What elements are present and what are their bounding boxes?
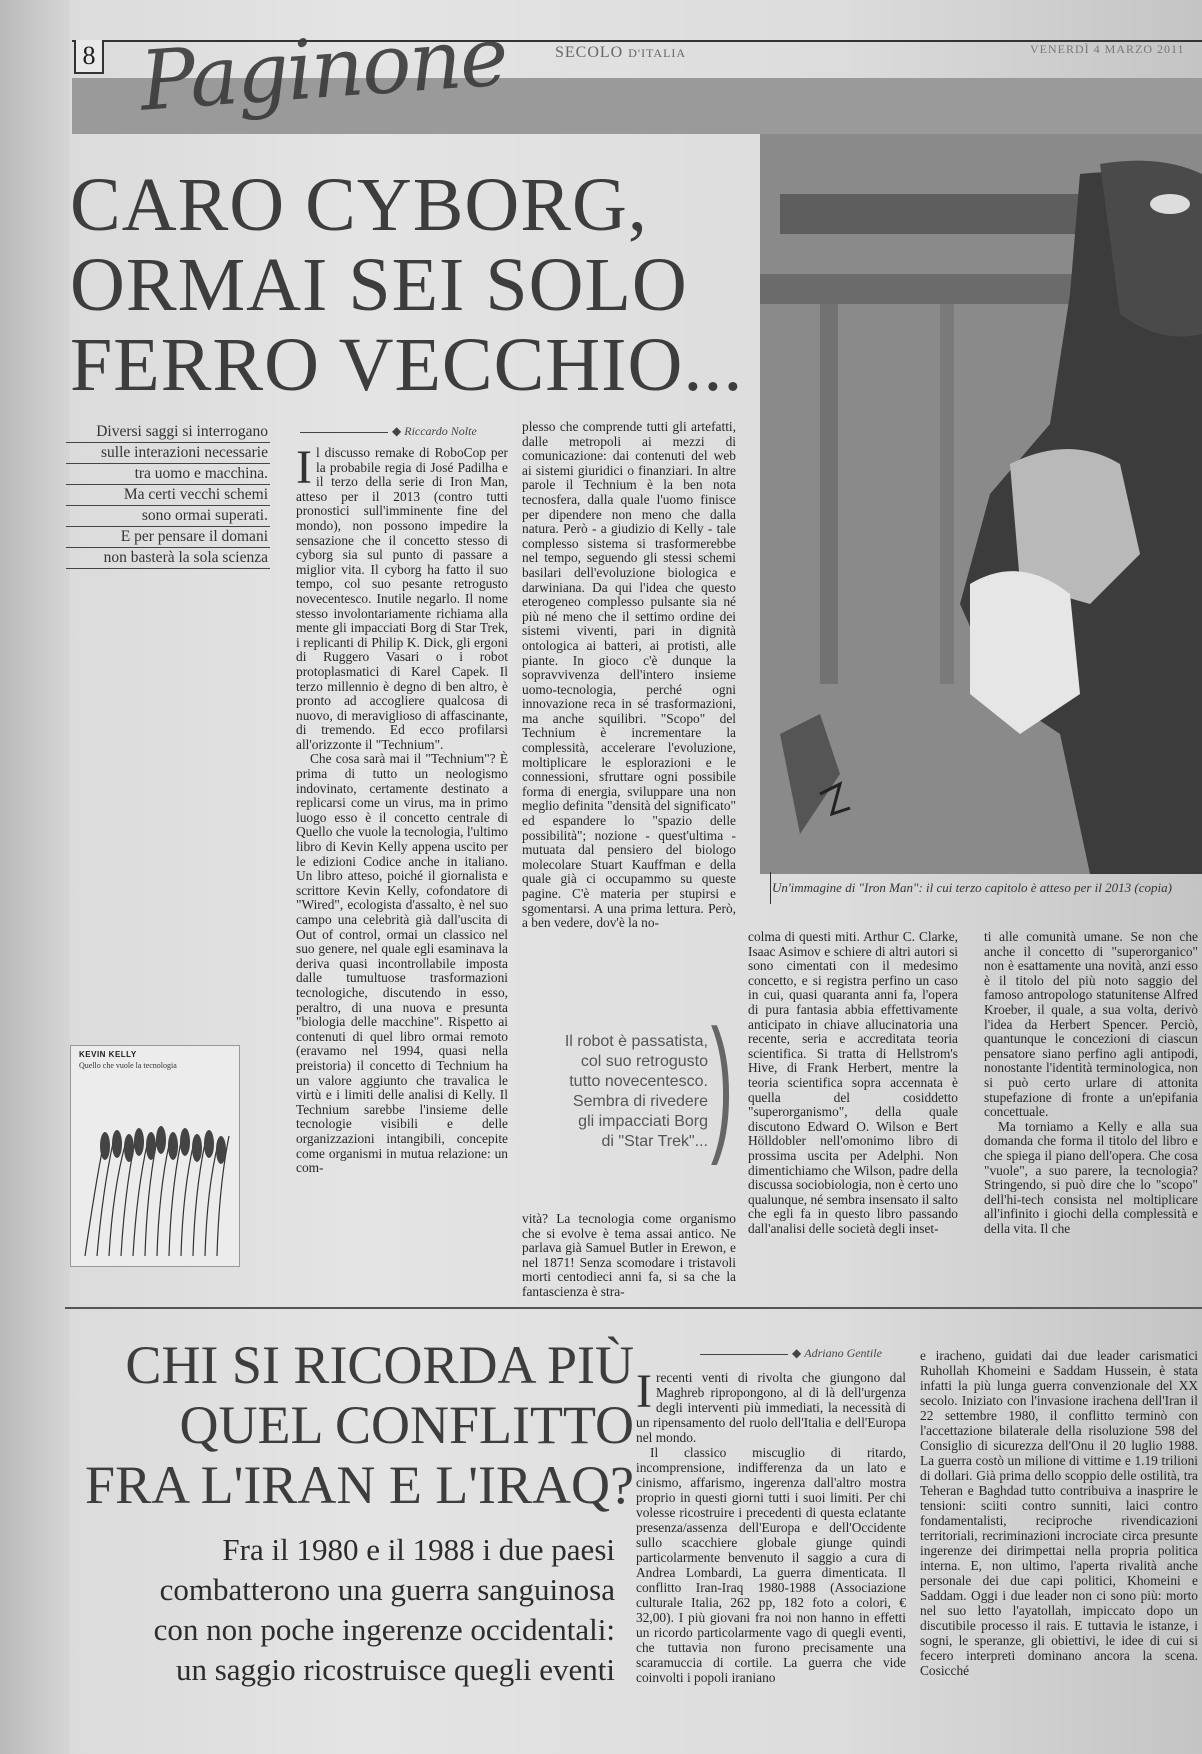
paragraph: colma di questi miti. Arthur C. Clarke, Isaac Asimov e schiere di altri autori si sono cimentati con il medesimo concetto, e si registra perfino un caso in cui, quasi quaranta anni fa, l'opera di pura fantasia abbia effettivamente anticipato in chiave allucinatoria una recente, seria e accreditata teoria scientifica. Si tratta di Hellstrom's Hive, di Frank Herbert, mentre la teoria scientifica sopra accennata è quella del cosiddetto "superorganismo", della quale discutono Edward O. Wilson e Bert Hölldobler nell'omonimo libro di prossima uscita per Adelphi. Non dimentichiamo che Wilson, padre della discussa sociobiologia, non è certo uno qualunque, né sembra insensato il salto che egli fa in questo libro passando dall'analisi delle società degli inset- xyxy=(748,929,958,1236)
headline-line: FRA L'IRAN E L'IRAQ? xyxy=(85,1455,634,1515)
headline-line: CHI SI RICORDA PIÙ xyxy=(125,1335,634,1395)
paragraph: Il classico miscuglio di ritardo, incomprensione, indifferenza da un lato e cinismo, affarismo, ingerenza dall'altro mostra proprio in questi giorni tutti i suoi limiti. Per chi volesse ricostruire i precedenti di questa eclatante presenza/assenza dell'Europa e dell'Occidente sullo scacchiere globale giunge quindi particolarmente benvenuto il saggio a cura di Andrea Lombardi, La guerra dimenticata. Il conflitto Iran-Iraq 1980-1988 (Associazione culturale Italia, 262 pp, 182 foto a colori, € 32,00). I più giovani fra noi non hanno in effetti un ricordo particolarmente vago di quegli eventi, che tuttavia non furono precisamente una scaramuccia di cortile. La guerra che vide coinvolti i popoli iraniano xyxy=(636,1445,906,1685)
article-column-4 xyxy=(984,930,1198,1288)
article-column-2 xyxy=(522,420,736,1002)
deck-line: Fra il 1980 e il 1988 i due paesi xyxy=(222,1532,615,1567)
iron-man-illustration xyxy=(760,134,1202,874)
masthead-suffix: D'ITALIA xyxy=(628,46,687,60)
pull-quote-line: di "Star Trek"... xyxy=(601,1133,708,1150)
article-column-2-bottom xyxy=(522,1211,736,1299)
pull-quote xyxy=(520,1032,708,1152)
article-headline xyxy=(70,165,743,405)
headline-line: ORMAI SEI SOLO xyxy=(70,243,688,327)
photo-caption: Un'immagine di "Iron Man": il cui terzo capitolo è atteso per il 2013 (copia) xyxy=(772,880,1172,895)
headline-line: CARO CYBORG, xyxy=(70,163,648,247)
paragraph: vità? La tecnologia come organismo che si evolve è tema assai antico. Ne parlava già Samuel Butler in Erewon, e nel 1871! Senza scomodare i tristavoli morti centodieci anni fa, si sa che la fantascienza è stra- xyxy=(522,1211,736,1299)
byline-author: Adriano Gentile xyxy=(804,1346,882,1360)
masthead-name: SECOLO xyxy=(555,44,624,61)
iron-man-photo xyxy=(760,134,1202,874)
book-cover xyxy=(70,1045,240,1267)
paragraph: plesso che comprende tutti gli artefatti, dalle metropoli ai mezzi di comunicazione: dai contenuti del web ai sistemi giuridici o finanziari. In altre parole il Technium è la ben nota tecnosfera, dalla quale l'uomo finisce per dipendere non meno che dalla natura. Però - a giudizio di Kelly - tale complesso sistema si trasformerebbe nel tempo, seguendo gli stessi schemi basilari dell'evoluzione biologica e darwiniana. Da qui l'idea che questo eterogeneo complesso pulsante sia né più né meno che il settimo ordine dei sistemi viventi, pari in dignità ontologica ai batteri, ai protisti, alle piante. In gioco c'è dunque la sopravvivenza dell'intero insieme uomo-tecnologia, perché ogni innovazione reca in sé trasformazioni, ma anche squilibri. "Scopo" del Technium è incrementare la complessità, accelerare l'evoluzione, moltiplicare le esplorazioni e le connessioni, sfruttare ogni possibile forma di energia, sviluppare una non meglio definita "densità del significato" ed espandere lo "spazio delle possibilità"; nozione - quest'ultima - mutuata dal pensiero del biologo molecolare Stuart Kauffman e della quale già ci occupammo su queste pagine. C'è materia per stupirsi e sgomentarsi. A una prima lettura. Però, a ben vedere, dov'è la no- xyxy=(522,419,736,931)
second-article-headline xyxy=(74,1335,634,1515)
pull-quote-line: gli impacciati Borg xyxy=(578,1113,708,1130)
headline-line: QUEL CONFLITTO xyxy=(179,1395,634,1455)
byline-author: Riccardo Nolte xyxy=(404,424,477,438)
article-column-3 xyxy=(748,930,958,1288)
caption-rule xyxy=(770,872,771,904)
standfirst-line: sulle interazioni necessarie xyxy=(66,443,270,464)
pull-quote-bracket-icon: ) xyxy=(710,998,734,1166)
article-column-1 xyxy=(296,441,508,1186)
pull-quote-line: Il robot è passatista, xyxy=(564,1033,708,1050)
wheat-sheaf-icon xyxy=(75,1126,235,1256)
drop-cap: I xyxy=(636,1365,652,1418)
second-article-column-1 xyxy=(636,1365,906,1750)
standfirst-line: tra uomo e macchina. xyxy=(66,464,270,485)
second-article-byline xyxy=(700,1346,882,1361)
standfirst-line: Ma certi vecchi schemi xyxy=(66,485,270,506)
deck-line: con non poche ingerenze occidentali: xyxy=(153,1612,615,1647)
paragraph: l discusso remake di RoboCop per la probabile regia di José Padilha e il terzo della serie di Iron Man, atteso per il 2013 (contro tutti pronostici sull'imminente fine del mondo), non possono impedire la sensazione che il concetto stesso di cyborg sia sul punto di passare a miglior vita. Il cyborg ha fatto il suo tempo, col suo pesante retrogusto novecentesco. Inutile negarlo. Il nome stesso involontariamente richiama alla mente gli impacciati Borg di Star Trek, i replicanti di Philip K. Dick, gli ergoni di Ruggero Vasari o i robot protoplasmatici di Karel Capek. Il terzo millennio è degno di ben altro, è pronto ad accogliere qualcosa di nuovo, di meraviglioso di affascinante, di tremendo. Ed ecco profilarsi all'orizzonte il "Technium". xyxy=(296,445,508,752)
byline-diamond-icon: ◆ xyxy=(392,424,402,438)
standfirst-line: Diversi saggi si interrogano xyxy=(66,422,270,443)
article-separator xyxy=(65,1307,1202,1309)
paragraph: e iracheno, guidati dai due leader carismatici Ruhollah Khomeini e Saddam Hussein, è stata infatti la più lunga guerra convenzionale del XX secolo. Iniziato con l'invasione irachena dell'Iran il 22 settembre 1980, il conflitto terminò con l'accettazione bilaterale della risoluzione 598 del Consiglio di sicurezza dell'Onu il 20 luglio 1988. La guerra costò un milione di vittime e 1.19 trilioni di dollari. Già prima dello scoppio delle ostilità, tra Teheran e Baghdad tutto contribuiva a inasprire le tensioni: sciiti contro sunniti, laici contro fondamentalisti, reciproche rivendicazioni territoriali, recriminazioni incrociate circa presunte ingerenze dei dirimpettai nella propria politica interna. E, non ultimo, l'aperta rivalità anche personale dei due capi politici, Khomeini e Saddam. Oggi i due leader non ci sono più: morto nel suo letto l'ayatollah, impiccato dopo un discutibile processo il rais. E tuttavia le istanze, i sogni, le speranze, gli obiettivi, le idee di cui si fecero interpreti dominano ancora la scena. Cosicché xyxy=(920,1348,1198,1678)
second-article-column-2 xyxy=(920,1348,1198,1750)
headline-line: FERRO VECCHIO... xyxy=(70,323,744,407)
gutter-shadow xyxy=(0,0,70,1754)
byline xyxy=(300,424,477,439)
page-number: 8 xyxy=(74,40,104,74)
standfirst-line: sono ormai superati. xyxy=(66,506,270,527)
byline-diamond-icon: ◆ xyxy=(792,1346,802,1360)
deck-line: combatterono una guerra sanguinosa xyxy=(159,1572,615,1607)
pull-quote-line: tutto novecentesco. xyxy=(569,1073,708,1090)
book-title: Quello che vuole la tecnologia xyxy=(79,1061,177,1070)
issue-date: VENERDÌ 4 MARZO 2011 xyxy=(1030,42,1185,56)
masthead xyxy=(555,44,686,62)
paragraph: recenti venti di rivolta che giungono dal Maghreb ripropongono, al di là dell'urgenza degli interventi più immediati, la necessità di un ripensamento del ruolo dell'Italia e dell'Europa nel mondo. xyxy=(636,1370,906,1445)
standfirst xyxy=(66,422,270,569)
pull-quote-line: Sembra di rivedere xyxy=(572,1093,708,1110)
paragraph: Che cosa sarà mai il "Technium"? È prima di tutto un neologismo indovinato, certamente destinato a replicarsi come un virus, ma in primo luogo esso è il concetto centrale di Quello che vuole la tecnologia, l'ultimo libro di Kevin Kelly appena uscito per le edizioni Codice anche in italiano. Un libro atteso, poiché il giornalista e scrittore Kevin Kelly, cofondatore di "Wired", ecologista d'assalto, è nel suo campo una celebrità già dall'uscita di Out of control, ormai un classico nel suo genere, nel quale egli esaminava la deriva quasi incontrollabile imposta dalle tumultuose trasformazioni tecnologiche, discutendo in esso, peraltro, di una nuova e presunta "biologia delle macchine". Rispetto ai contenuti di quel libro ormai remoto (eravamo nel 1994, quasi nella preistoria) il concetto di Technium ha un valore aggiunto che travalica le virtù e i limiti delle analisi di Kelly. Il Technium sarebbe l'insieme delle tecnologie visibili e delle organizzazioni intangibili, concepite come organismi in mutua relazione: un com- xyxy=(296,751,508,1176)
drop-cap: I xyxy=(296,441,312,494)
second-article-deck xyxy=(70,1530,615,1690)
paragraph: Ma torniamo a Kelly e alla sua domanda che forma il titolo del libro e che spiega il piano dell'opera. Che cosa "vuole", a suo parere, la tecnologia? Stringendo, si può dire che lo "scopo" dell'hi-tech consista nel moltiplicare all'infinito i giochi della complessità e della vita. Il che xyxy=(984,1118,1198,1236)
deck-line: un saggio ricostruisce quegli eventi xyxy=(175,1652,615,1687)
section-title: Paginone xyxy=(137,9,510,130)
book-author: KEVIN KELLY xyxy=(79,1050,137,1059)
pull-quote-line: col suo retrogusto xyxy=(580,1053,708,1070)
standfirst-line: E per pensare il domani xyxy=(66,527,270,548)
standfirst-line: non basterà la sola scienza xyxy=(66,548,270,569)
paragraph: ti alle comunità umane. Se non che anche il concetto di "superorganico" non è esattamente una novità, anzi esso è il titolo del più noto saggio del famoso antropologo statunitense Alfred Kroeber, il quale, a sua volta, derivò l'idea da Herbert Spencer. Perciò, quantunque le concezioni di ciascun pensatore siano perfino agli antipodi, nonostante l'identità terminologica, non si può certo urlare di attonita stupefazione di fronte a un'epifania concettuale. xyxy=(984,929,1198,1120)
